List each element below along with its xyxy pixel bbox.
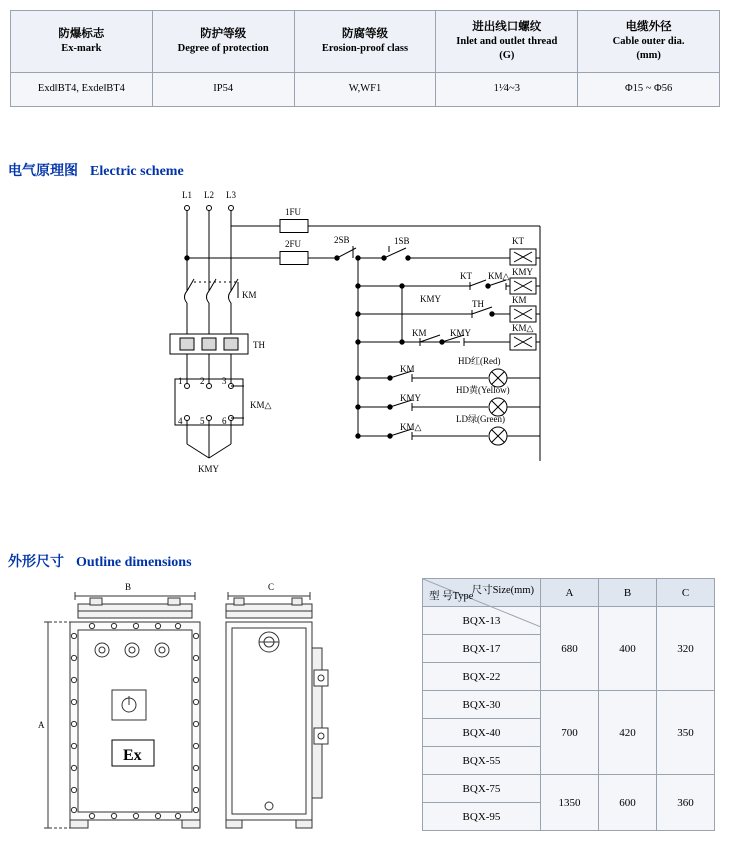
value-c: 320: [657, 607, 715, 691]
svg-text:KM△: KM△: [250, 400, 272, 410]
table-row: [423, 691, 715, 719]
svg-text:L1: L1: [182, 190, 192, 200]
outline-dimension-drawing: [20, 578, 410, 858]
dim-col-a: A: [541, 579, 599, 607]
svg-text:KM: KM: [512, 295, 527, 305]
header-erosion-proof-class: 防腐等级 Erosion-proof class: [294, 11, 436, 73]
electric-scheme-heading: [8, 160, 184, 180]
svg-text:TH: TH: [472, 299, 484, 309]
value-a: 680: [541, 607, 599, 691]
value-c: 360: [657, 775, 715, 831]
dimensions-table-wrap: [422, 578, 714, 831]
model-cell: BQX-95: [423, 803, 541, 831]
model-cell: BQX-55: [423, 747, 541, 775]
svg-text:2: 2: [200, 376, 205, 386]
svg-text:KM△: KM△: [512, 323, 534, 333]
cell-ex-mark: Exd‖BT4, Exde‖BT4: [11, 73, 153, 107]
cell-erosion-proof-class: W,WF1: [294, 73, 436, 107]
value-a: 700: [541, 691, 599, 775]
svg-text:2FU: 2FU: [285, 239, 302, 249]
table-row: [11, 73, 720, 107]
dim-col-b: B: [599, 579, 657, 607]
svg-text:C: C: [268, 582, 275, 592]
svg-text:L3: L3: [226, 190, 236, 200]
svg-text:5: 5: [200, 416, 205, 426]
electric-scheme-heading-en: Electric scheme: [90, 164, 184, 179]
model-cell: BQX-22: [423, 663, 541, 691]
specification-table: [10, 10, 720, 107]
model-cell: BQX-40: [423, 719, 541, 747]
svg-text:KM△: KM△: [400, 422, 422, 432]
svg-text:6: 6: [222, 416, 227, 426]
svg-text:A: A: [38, 720, 45, 730]
dimensions-table: [422, 578, 715, 831]
svg-text:LD绿(Green): LD绿(Green): [456, 414, 505, 424]
svg-text:2SB: 2SB: [334, 235, 350, 245]
svg-text:KM△: KM△: [488, 271, 510, 281]
svg-text:KMY: KMY: [198, 464, 220, 474]
dim-header-row: [423, 579, 715, 607]
value-b: 420: [599, 691, 657, 775]
model-cell: BQX-30: [423, 691, 541, 719]
svg-text:L2: L2: [204, 190, 214, 200]
header-cable-outer-dia: 电缆外径 Cable outer dia. (mm): [578, 11, 720, 73]
svg-text:KMY: KMY: [420, 294, 442, 304]
dim-size-label: 尺寸Size(mm): [471, 585, 534, 596]
cell-cable-outer-dia: Φ15 ~ Φ56: [578, 73, 720, 107]
svg-text:4: 4: [178, 416, 183, 426]
svg-text:HD黄(Yellow): HD黄(Yellow): [456, 385, 510, 395]
svg-text:HD红(Red): HD红(Red): [458, 356, 501, 366]
value-b: 400: [599, 607, 657, 691]
cell-degree-of-protection: IP54: [152, 73, 294, 107]
header-degree-of-protection: 防护等级 Degree of protection: [152, 11, 294, 73]
table-header-row: [11, 11, 720, 73]
electric-scheme-heading-cn: 电气原理图: [8, 164, 78, 179]
svg-text:KT: KT: [460, 271, 472, 281]
outline-heading-cn: 外形尺寸: [8, 555, 64, 570]
svg-text:KM: KM: [412, 328, 427, 338]
svg-text:KM: KM: [242, 290, 257, 300]
svg-text:TH: TH: [253, 340, 265, 350]
value-a: 1350: [541, 775, 599, 831]
ex-label: Ex: [123, 747, 142, 764]
svg-text:1FU: 1FU: [285, 207, 302, 217]
value-c: 350: [657, 691, 715, 775]
header-inlet-outlet-thread: 进出线口螺纹 Inlet and outlet thread (G): [436, 11, 578, 73]
outline-dimensions-heading: [8, 551, 192, 571]
model-cell: BQX-17: [423, 635, 541, 663]
dim-corner-cell: [423, 579, 541, 607]
dim-type-label: 型 号Type: [429, 591, 474, 602]
svg-text:KMY: KMY: [450, 328, 472, 338]
svg-text:KM: KM: [400, 364, 415, 374]
electric-scheme-diagram: [120, 186, 620, 506]
value-b: 600: [599, 775, 657, 831]
svg-text:KMY: KMY: [400, 393, 422, 403]
svg-text:KMY: KMY: [512, 267, 534, 277]
outline-heading-en: Outline dimensions: [76, 555, 192, 570]
svg-text:3: 3: [222, 376, 227, 386]
dim-col-c: C: [657, 579, 715, 607]
cell-inlet-outlet-thread: 1¹⁄4~3: [436, 73, 578, 107]
svg-text:1: 1: [178, 376, 183, 386]
svg-text:1SB: 1SB: [394, 236, 410, 246]
table-row: [423, 775, 715, 803]
svg-text:KT: KT: [512, 236, 524, 246]
header-ex-mark: 防爆标志 Ex-mark: [11, 11, 153, 73]
svg-text:B: B: [125, 582, 132, 592]
model-cell: BQX-75: [423, 775, 541, 803]
model-cell: BQX-13: [423, 607, 541, 635]
